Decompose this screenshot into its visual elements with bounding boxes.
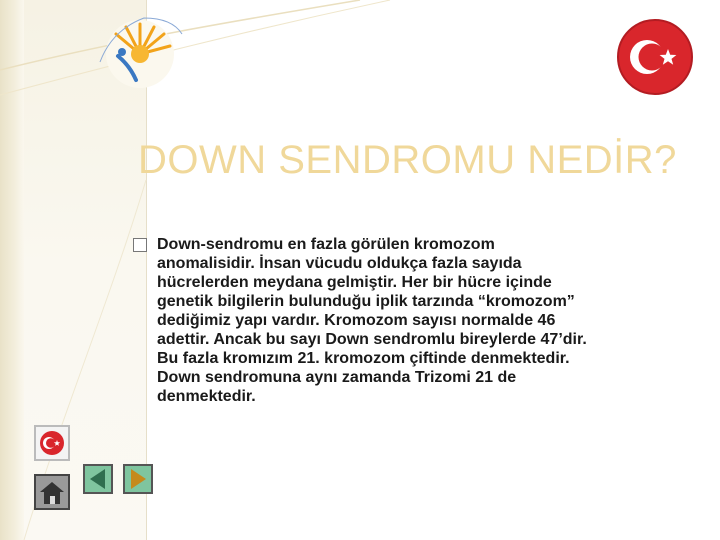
next-slide-button[interactable] <box>123 464 153 494</box>
flag-button[interactable] <box>34 425 70 461</box>
body-line: Down sendromuna aynı zamanda Trizomi 21 de <box>157 369 517 386</box>
body-line: hücrelerden meydana gelmiştir. Her bir hücre içinde <box>157 274 552 291</box>
slide-title: DOWN SENDROMU NEDİR? <box>138 138 677 182</box>
turkish-flag-icon <box>616 18 694 96</box>
home-icon <box>36 476 68 508</box>
body-line: Bu fazla kromızım 21. kromozom çiftinde denmektedir. <box>157 350 570 367</box>
turkish-flag-icon <box>36 427 68 459</box>
body-line: Down-sendromu en fazla görülen kromozom <box>157 236 495 253</box>
body-line: dediğimiz yapı vardır. Kromozom sayısı normalde 46 <box>157 312 556 329</box>
slide-body-text <box>157 235 705 406</box>
bullet-marker <box>133 238 147 252</box>
triangle-left-icon <box>85 466 111 492</box>
triangle-right-icon <box>125 466 151 492</box>
home-button[interactable] <box>34 474 70 510</box>
previous-slide-button[interactable] <box>83 464 113 494</box>
body-line: genetik bilgilerin bulunduğu iplik tarzında “kromozom” <box>157 293 575 310</box>
body-line: denmektedir. <box>157 388 256 405</box>
sunburst-figure-logo <box>92 10 188 92</box>
body-line: adettir. Ancak bu sayı Down sendromlu bireylerde 47’dir. <box>157 331 587 348</box>
body-line: anomalisidir. İnsan vücudu oldukça fazla sayıda <box>157 255 522 272</box>
